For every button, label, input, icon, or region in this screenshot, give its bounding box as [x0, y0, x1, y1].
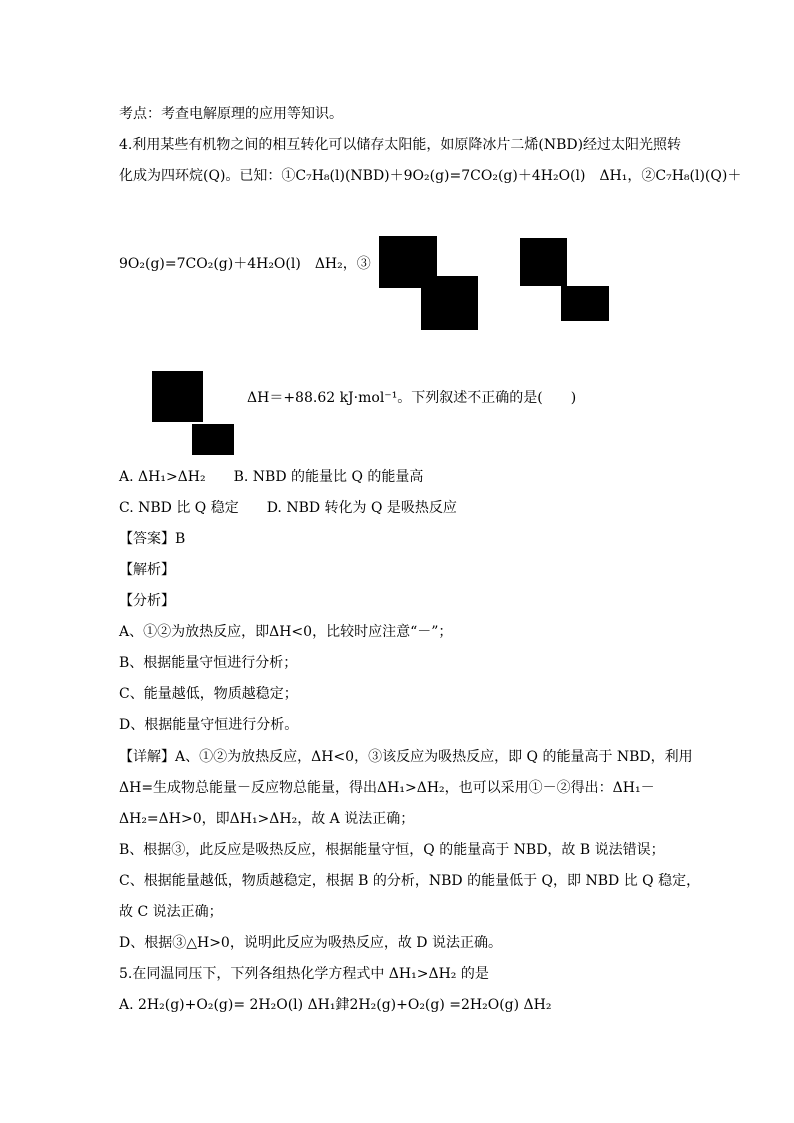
analysis-heading: 【解析】 — [119, 562, 175, 578]
analysis-d: D、根据能量守恒进行分析。 — [119, 717, 299, 733]
answer-line: 【答案】B — [119, 531, 186, 547]
option-a-b: A. ΔH₁>ΔH₂ B. NBD 的能量比 Q 的能量高 — [119, 469, 424, 485]
detail-d: D、根据③△H>0，说明此反应为吸热反应，故 D 说法正确。 — [119, 935, 502, 951]
question-5-stem: 5.在同温同压下，下列各组热化学方程式中 ΔH₁>ΔH₂ 的是 — [119, 966, 489, 982]
question-4-delta-h: ΔH＝+88.62 kJ·mol⁻¹。下列叙述不正确的是( ) — [247, 390, 577, 406]
detail-c-1: C、根据能量越低，物质越稳定，根据 B 的分析，NBD 的能量低于 Q，即 NBD 比 Q 稳定， — [119, 873, 701, 889]
analysis-c: C、能量越低，物质越稳定； — [119, 686, 298, 702]
question-5-option-a: A. 2H₂(g)+O₂(g)= 2H₂O(l) ΔH₁銉2H₂(g)+O₂(g) =2H₂O(g) ΔH₂ — [119, 997, 552, 1013]
question-4-equation-2: 9O₂(g)=7CO₂(g)＋4H₂O(l) ΔH₂，③ — [119, 256, 371, 272]
detail-a-3: ΔH₂=ΔH>0，即ΔH₁>ΔH₂，故 A 说法正确； — [119, 811, 415, 827]
question-4-stem: 4.利用某些有机物之间的相互转化可以储存太阳能，如原降冰片二烯(NBD)经过太阳光照转 — [119, 137, 682, 153]
analysis-b: B、根据能量守恒进行分析； — [119, 655, 298, 671]
question-4-equation-1: 化成为四环烷(Q)。已知：①C₇H₈(l)(NBD)＋9O₂(g)=7CO₂(g)＋4H₂O(l) ΔH₁，②C₇H₈(l)(Q)＋ — [119, 168, 742, 184]
detail-a-2: ΔH=生成物总能量－反应物总能量，得出ΔH₁>ΔH₂，也可以采用①－②得出：ΔH₁－ — [119, 780, 655, 796]
fenxi-heading: 【分析】 — [119, 593, 175, 609]
text-line-kaodian: 考点：考查电解原理的应用等知识。 — [119, 106, 343, 122]
detail-a-1: 【详解】A、①②为放热反应，ΔH<0，③该反应为吸热反应，即 Q 的能量高于 NBD，利用 — [119, 749, 693, 765]
analysis-a: A、①②为放热反应，即ΔH<0，比较时应注意“－”； — [119, 624, 453, 640]
detail-b: B、根据③，此反应是吸热反应，根据能量守恒，Q 的能量高于 NBD，故 B 说法错误； — [119, 842, 665, 858]
detail-c-2: 故 C 说法正确； — [119, 904, 223, 920]
option-c-d: C. NBD 比 Q 稳定 D. NBD 转化为 Q 是吸热反应 — [119, 500, 457, 516]
